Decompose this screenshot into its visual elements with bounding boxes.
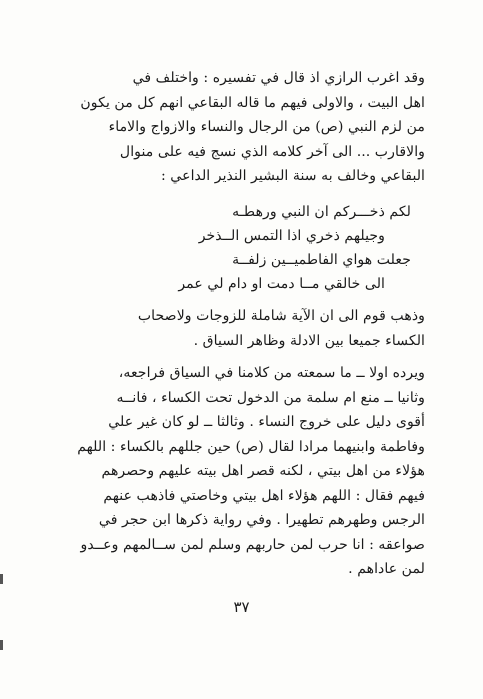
text-line: والاقارب ... الى آخر كلامه الذي نسج فيه على منوال xyxy=(119,143,425,160)
text-line: البقاعي وخالف به سنة البشير النذير الداعي : xyxy=(161,168,425,184)
text-line: وقد اغرب الرازي اذ قال في تفسيره : واختلف في xyxy=(132,70,425,86)
paragraph-razi xyxy=(55,66,425,189)
text-line: وفاطمة وابنيهما مرادا لقال (ص) حين جللهم بالكساء : اللهم xyxy=(77,438,425,455)
paragraph-inclusive-view xyxy=(55,304,425,353)
text-line: وذهب قوم الى ان الآية شاملة للزوجات ولاصحاب xyxy=(137,308,425,324)
poem-verse: لكم ذخـــركم ان النبي ورهطـه xyxy=(232,204,411,220)
paragraph-refutation xyxy=(55,361,425,582)
text-line: الكساء جميعا بين الادلة وظاهر السياق . xyxy=(193,332,425,349)
text-line: صواعقه : انا حرب لمن حاربهم وسلم لمن ســالمهم وعــدو xyxy=(80,536,425,553)
text-line: الرجس وطهرهم تطهيرا . وفي رواية ذكرها ابن حجر في xyxy=(98,512,425,528)
poem-verse: جعلت هواي الفاطميــين زلفــة xyxy=(232,252,411,268)
text-line: ويرده اولا ــ ما سمعته من كلامنا في السياق فراجعه، xyxy=(118,365,425,381)
poem-block xyxy=(81,200,411,296)
binding-edge-mark xyxy=(0,640,3,650)
text-line: فيهم فقال : اللهم هؤلاء اهل بيتي وخاصتي فاذهب عنهم xyxy=(103,487,425,504)
text-line: اهل البيت ، والاولى فيهم ما قاله البقاعي انهم كل من يكون xyxy=(80,94,425,111)
text-line: وثانيا ــ منع ام سلمة من الدخول تحت الكساء ، فانــه xyxy=(116,389,425,406)
text-line: أقوى دليل على خروج النساء . وثالثا ــ لو كان غير علي xyxy=(108,414,425,430)
text-line: لمن عاداهم . xyxy=(348,561,425,577)
text-line: من لزم النبي (ص) من الرجال والنساء والازواج والاماء xyxy=(108,119,425,135)
poem-verse: وجيلهم ذخري اذا التمس الــذخر xyxy=(198,228,385,244)
page-number: ٣٧ xyxy=(233,598,250,616)
binding-edge-mark xyxy=(0,574,3,584)
text-line: هؤلاء من اهل بيتي ، لكنه قصر اهل بيته عليهم وحصرهم xyxy=(101,463,425,479)
poem-verse: الى خالقي مــا دمت او دام لي عمر xyxy=(178,276,385,292)
